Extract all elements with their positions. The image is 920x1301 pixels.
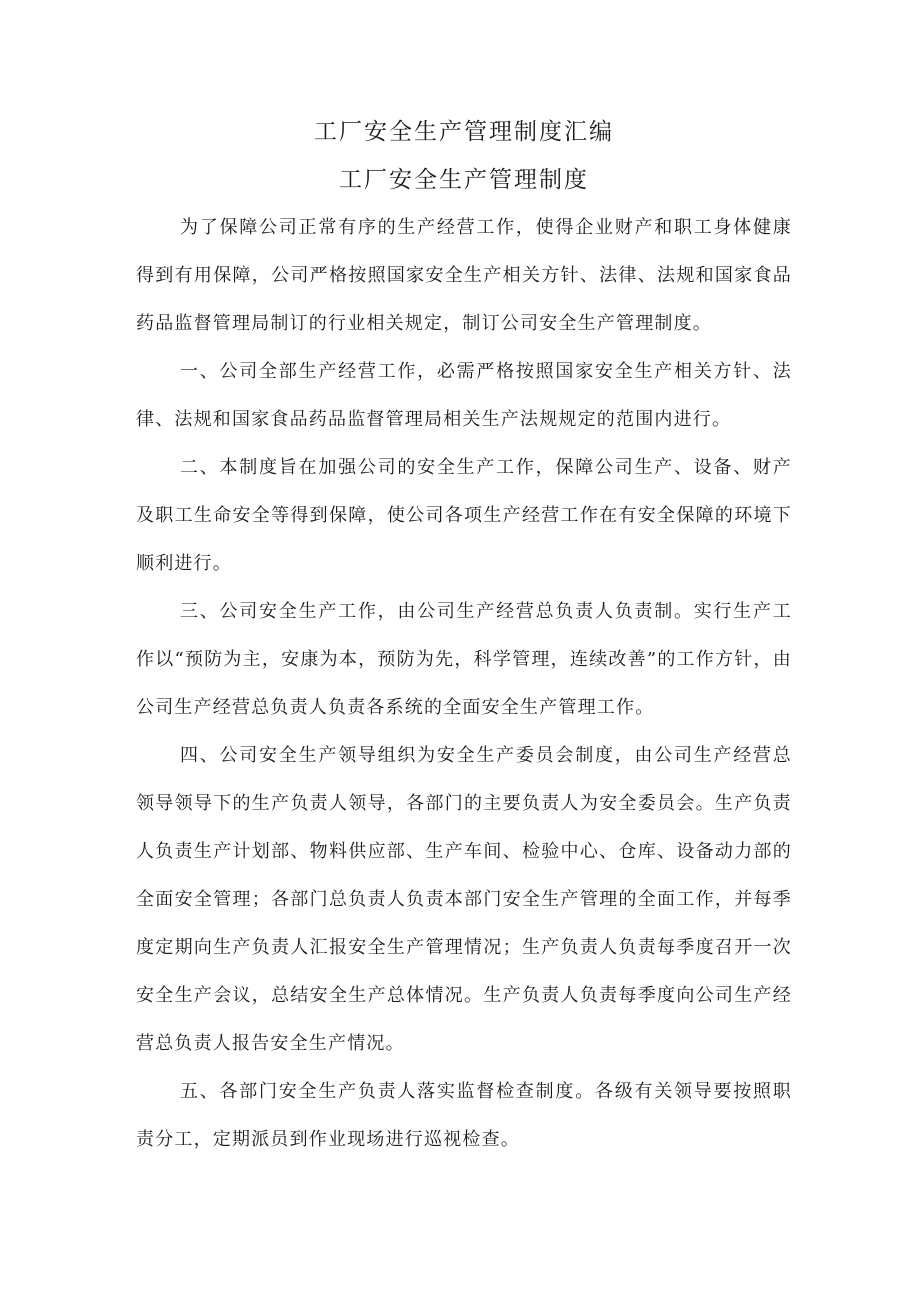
- document-subtitle: 工厂安全生产管理制度: [339, 167, 589, 193]
- paragraph-1: 一、公司全部生产经营工作，必需严格按照国家安全生产相关方针、法律、法规和国家食品药品监督管理局相关生产法规规定的范围内进行。: [136, 361, 792, 430]
- document-page: [136, 108, 792, 1164]
- paragraph-intro: 为了保障公司正常有序的生产经营工作，使得企业财产和职工身体健康得到有用保障，公司严格按照国家安全生产相关方针、法律、法规和国家食品药品监督管理局制订的行业相关规定，制订公司安全生产管理制度。: [136, 217, 792, 334]
- paragraph-4: 四、公司安全生产领导组织为安全生产委员会制度，由公司生产经营总领导领导下的生产负责人领导，各部门的主要负责人为安全委员会。生产负责人负责生产计划部、物料供应部、生产车间、检验中心、仓库、设备动力部的全面安全管理；各部门总负责人负责本部门安全生产管理的全面工作，并每季度定期向生产负责人汇报安全生产管理情况；生产负责人负责每季度召开一次安全生产会议，总结安全生产总体情况。生产负责人负责每季度向公司生产经营总负责人报告安全生产情况。: [136, 745, 792, 1054]
- document-title: 工厂安全生产管理制度汇编: [314, 119, 614, 145]
- paragraph-5: 五、各部门安全生产负责人落实监督检查制度。各级有关领导要按照职责分工，定期派员到作业现场进行巡视检查。: [136, 1081, 792, 1150]
- paragraph-2: 二、本制度旨在加强公司的安全生产工作，保障公司生产、设备、财产及职工生命安全等得到保障，使公司各项生产经营工作在有安全保障的环境下顺利进行。: [136, 457, 792, 574]
- paragraph-3: 三、公司安全生产工作，由公司生产经营总负责人负责制。实行生产工作以“预防为主，安康为本，预防为先，科学管理，连续改善”的工作方针，由公司生产经营总负责人负责各系统的全面安全生产管理工作。: [136, 601, 792, 718]
